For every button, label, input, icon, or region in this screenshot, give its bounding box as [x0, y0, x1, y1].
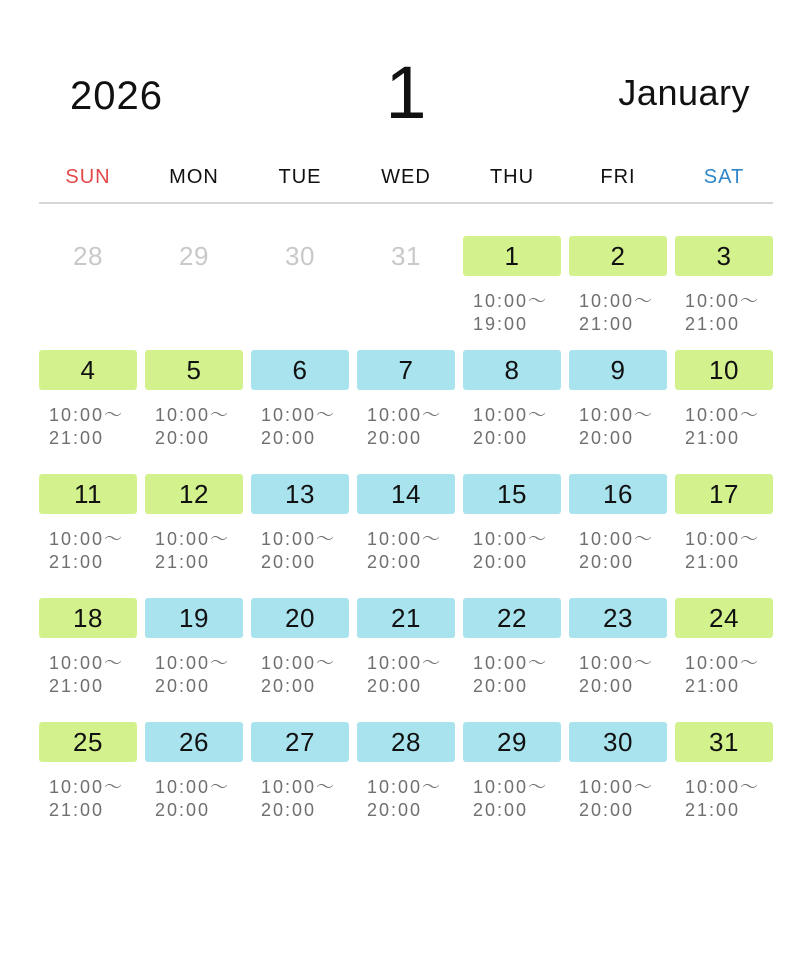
closing-time: 20:00 — [579, 428, 635, 448]
opening-hours — [473, 528, 563, 574]
opening-time: 10:00〜 — [685, 653, 761, 673]
date-number: 2 — [569, 236, 667, 276]
weekday-fri: FRI — [600, 166, 636, 188]
opening-hours — [155, 404, 245, 450]
calendar-day[interactable] — [463, 350, 561, 454]
opening-hours — [473, 776, 563, 822]
opening-hours — [367, 652, 457, 698]
date-number: 26 — [145, 722, 243, 762]
opening-hours — [473, 652, 563, 698]
weekday-tue: TUE — [278, 166, 322, 188]
weekday-thu: THU — [489, 166, 535, 188]
opening-time: 10:00〜 — [261, 529, 337, 549]
opening-time: 10:00〜 — [473, 529, 549, 549]
weekday-mon: MON — [169, 166, 219, 188]
closing-time: 21:00 — [155, 552, 211, 572]
closing-time: 21:00 — [685, 800, 741, 820]
opening-time: 10:00〜 — [579, 291, 655, 311]
opening-time: 10:00〜 — [155, 653, 231, 673]
opening-time: 10:00〜 — [473, 777, 549, 797]
date-number: 21 — [357, 598, 455, 638]
closing-time: 20:00 — [367, 676, 423, 696]
opening-time: 10:00〜 — [367, 777, 443, 797]
calendar-day[interactable] — [39, 722, 137, 826]
closing-time: 20:00 — [155, 676, 211, 696]
calendar-day[interactable] — [569, 598, 667, 702]
closing-time: 20:00 — [261, 552, 317, 572]
opening-hours — [49, 404, 139, 450]
closing-time: 21:00 — [685, 552, 741, 572]
opening-hours — [367, 776, 457, 822]
closing-time: 20:00 — [473, 800, 529, 820]
opening-time: 10:00〜 — [261, 405, 337, 425]
opening-time: 10:00〜 — [579, 777, 655, 797]
opening-hours — [685, 290, 775, 336]
opening-time: 10:00〜 — [685, 291, 761, 311]
date-number: 4 — [39, 350, 137, 390]
closing-time: 20:00 — [261, 428, 317, 448]
calendar-day-outside-month — [251, 236, 349, 340]
month-name: January — [618, 72, 750, 113]
calendar-day[interactable] — [251, 474, 349, 578]
date-number: 30 — [569, 722, 667, 762]
closing-time: 20:00 — [367, 428, 423, 448]
closing-time: 20:00 — [579, 676, 635, 696]
calendar-day[interactable] — [251, 350, 349, 454]
opening-time: 10:00〜 — [685, 405, 761, 425]
opening-hours — [49, 652, 139, 698]
date-number: 12 — [145, 474, 243, 514]
opening-hours — [261, 404, 351, 450]
date-number: 25 — [39, 722, 137, 762]
opening-time: 10:00〜 — [49, 777, 125, 797]
date-number: 10 — [675, 350, 773, 390]
date-number: 6 — [251, 350, 349, 390]
closing-time: 21:00 — [49, 552, 105, 572]
opening-hours — [155, 652, 245, 698]
date-number: 15 — [463, 474, 561, 514]
opening-hours — [367, 528, 457, 574]
date-number: 19 — [145, 598, 243, 638]
closing-time: 20:00 — [155, 428, 211, 448]
calendar-day[interactable] — [357, 350, 455, 454]
month-number: 1 — [385, 51, 427, 134]
date-number: 23 — [569, 598, 667, 638]
opening-time: 10:00〜 — [49, 405, 125, 425]
closing-time: 21:00 — [49, 676, 105, 696]
closing-time: 20:00 — [473, 676, 529, 696]
opening-time: 10:00〜 — [155, 777, 231, 797]
calendar-day[interactable] — [145, 474, 243, 578]
weekday-sun: SUN — [65, 166, 111, 188]
opening-time: 10:00〜 — [261, 653, 337, 673]
opening-time: 10:00〜 — [473, 405, 549, 425]
closing-time: 21:00 — [685, 676, 741, 696]
calendar-day[interactable] — [569, 350, 667, 454]
opening-hours — [155, 776, 245, 822]
calendar-day[interactable] — [145, 350, 243, 454]
opening-hours — [579, 404, 669, 450]
calendar-day-outside-month — [39, 236, 137, 340]
calendar-day[interactable] — [145, 598, 243, 702]
closing-time: 19:00 — [473, 314, 529, 334]
opening-hours — [473, 404, 563, 450]
opening-hours — [261, 528, 351, 574]
closing-time: 21:00 — [685, 314, 741, 334]
calendar-day[interactable] — [569, 722, 667, 826]
calendar-day[interactable] — [463, 236, 561, 340]
opening-hours — [49, 776, 139, 822]
opening-time: 10:00〜 — [579, 529, 655, 549]
opening-hours — [155, 528, 245, 574]
date-number: 27 — [251, 722, 349, 762]
date-number: 28 — [73, 240, 103, 271]
opening-hours — [685, 404, 775, 450]
weekday-sat: SAT — [703, 166, 745, 188]
date-number: 22 — [463, 598, 561, 638]
opening-time: 10:00〜 — [49, 653, 125, 673]
calendar-day[interactable] — [357, 474, 455, 578]
opening-time: 10:00〜 — [155, 405, 231, 425]
date-number: 3 — [675, 236, 773, 276]
calendar-day[interactable] — [39, 598, 137, 702]
opening-time: 10:00〜 — [685, 529, 761, 549]
date-number: 16 — [569, 474, 667, 514]
calendar-day[interactable] — [357, 722, 455, 826]
weekday-wed: WED — [381, 166, 431, 188]
calendar-day[interactable] — [463, 474, 561, 578]
date-number: 14 — [357, 474, 455, 514]
opening-hours — [685, 528, 775, 574]
date-number: 24 — [675, 598, 773, 638]
opening-time: 10:00〜 — [579, 405, 655, 425]
year-label: 2026 — [70, 74, 163, 118]
opening-hours — [685, 776, 775, 822]
date-number: 18 — [39, 598, 137, 638]
date-number: 5 — [145, 350, 243, 390]
calendar-day[interactable] — [39, 474, 137, 578]
opening-time: 10:00〜 — [473, 291, 549, 311]
opening-hours — [579, 652, 669, 698]
calendar-day[interactable] — [251, 598, 349, 702]
closing-time: 20:00 — [367, 552, 423, 572]
opening-time: 10:00〜 — [367, 653, 443, 673]
calendar-day[interactable] — [463, 722, 561, 826]
opening-time: 10:00〜 — [579, 653, 655, 673]
date-number: 17 — [675, 474, 773, 514]
date-number: 29 — [179, 240, 209, 271]
opening-hours — [49, 528, 139, 574]
date-number: 28 — [357, 722, 455, 762]
closing-time: 21:00 — [49, 800, 105, 820]
opening-hours — [579, 528, 669, 574]
opening-hours — [473, 290, 563, 336]
closing-time: 20:00 — [579, 552, 635, 572]
calendar-day[interactable] — [675, 598, 773, 702]
calendar-day-outside-month — [145, 236, 243, 340]
calendar-day[interactable] — [675, 722, 773, 826]
date-number: 13 — [251, 474, 349, 514]
opening-hours — [579, 776, 669, 822]
opening-time: 10:00〜 — [685, 777, 761, 797]
calendar-day[interactable] — [675, 350, 773, 454]
calendar-day[interactable] — [569, 236, 667, 340]
calendar-day[interactable] — [251, 722, 349, 826]
opening-time: 10:00〜 — [155, 529, 231, 549]
opening-time: 10:00〜 — [473, 653, 549, 673]
calendar-day[interactable] — [675, 236, 773, 340]
closing-time: 20:00 — [473, 552, 529, 572]
opening-hours — [261, 776, 351, 822]
closing-time: 20:00 — [261, 676, 317, 696]
date-number: 30 — [285, 240, 315, 271]
opening-hours — [685, 652, 775, 698]
date-number: 8 — [463, 350, 561, 390]
opening-time: 10:00〜 — [261, 777, 337, 797]
date-number: 20 — [251, 598, 349, 638]
date-number: 11 — [39, 474, 137, 514]
date-number: 29 — [463, 722, 561, 762]
opening-hours — [261, 652, 351, 698]
calendar-day-outside-month — [357, 236, 455, 340]
opening-hours — [367, 404, 457, 450]
closing-time: 21:00 — [579, 314, 635, 334]
closing-time: 20:00 — [261, 800, 317, 820]
calendar-day[interactable] — [39, 350, 137, 454]
closing-time: 20:00 — [473, 428, 529, 448]
calendar-day[interactable] — [463, 598, 561, 702]
calendar-day[interactable] — [569, 474, 667, 578]
closing-time: 20:00 — [367, 800, 423, 820]
opening-time: 10:00〜 — [367, 529, 443, 549]
closing-time: 20:00 — [579, 800, 635, 820]
date-number: 1 — [463, 236, 561, 276]
closing-time: 21:00 — [49, 428, 105, 448]
calendar-day[interactable] — [145, 722, 243, 826]
closing-time: 21:00 — [685, 428, 741, 448]
date-number: 31 — [675, 722, 773, 762]
closing-time: 20:00 — [155, 800, 211, 820]
calendar-day[interactable] — [357, 598, 455, 702]
opening-time: 10:00〜 — [367, 405, 443, 425]
opening-hours — [579, 290, 669, 336]
date-number: 9 — [569, 350, 667, 390]
date-number: 7 — [357, 350, 455, 390]
opening-time: 10:00〜 — [49, 529, 125, 549]
date-number: 31 — [391, 240, 421, 271]
calendar-day[interactable] — [675, 474, 773, 578]
